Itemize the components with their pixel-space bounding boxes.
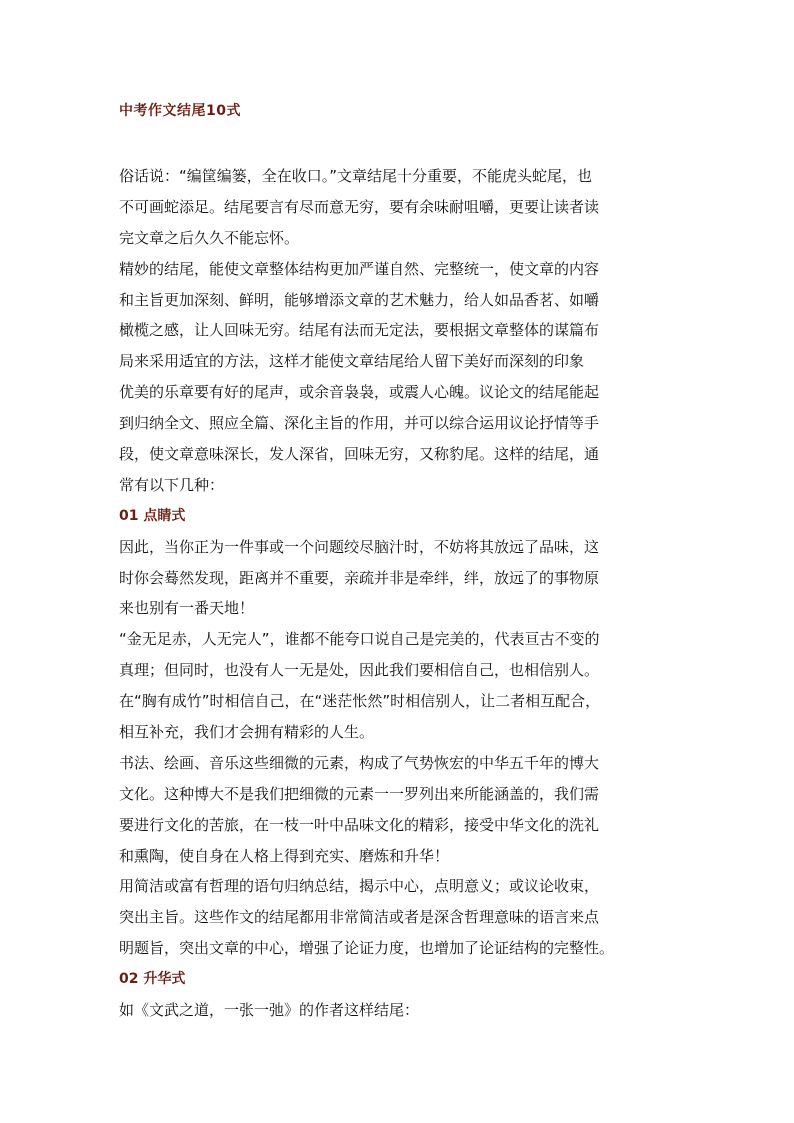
text-line: 因此，当你正为一件事或一个问题绞尽脑汁时，不妨将其放远了品味，这 bbox=[119, 537, 600, 556]
text-line: 真理；但同时，也没有人一无是处，因此我们要相信自己，也相信别人。 bbox=[119, 661, 600, 680]
section-heading: 01 点睛式 bbox=[119, 507, 186, 524]
text-line: 不可画蛇添足。结尾要言有尽而意无穷，要有余味耐咀嚼，更要让读者读 bbox=[119, 197, 600, 216]
text-line: 在“胸有成竹”时相信自己，在“迷茫怅然”时相信别人，让二者相互配合， bbox=[119, 692, 601, 711]
text-line: 精妙的结尾，能使文章整体结构更加严谨自然、完整统一，使文章的内容 bbox=[119, 259, 600, 278]
text-line: 用简洁或富有哲理的语句归纳总结，揭示中心，点明意义；或议论收束， bbox=[119, 877, 600, 896]
section-heading: 02 升华式 bbox=[119, 971, 186, 988]
text-line: “金无足赤，人无完人”，谁都不能夸口说自己是完美的，代表亘古不变的 bbox=[119, 630, 600, 649]
text-line: 和主旨更加深刻、鲜明，能够增添文章的艺术魅力，给人如品香茗、如嚼 bbox=[119, 290, 600, 309]
text-line: 时你会蓦然发现，距离并不重要，亲疏并非是牵绊，绊，放远了的事物原 bbox=[119, 568, 600, 587]
text-line: 来也别有一番天地！ bbox=[119, 599, 255, 618]
text-line: 书法、绘画、音乐这些细微的元素，构成了气势恢宏的中华五千年的博大 bbox=[119, 753, 600, 772]
text-line: 突出主旨。这些作文的结尾都用非常简洁或者是深含哲理意味的语言来点 bbox=[119, 908, 600, 927]
text-line: 常有以下几种： bbox=[119, 475, 225, 494]
text-line: 到归纳全文、照应全篇、深化主旨的作用，并可以综合运用议论抒情等手 bbox=[119, 414, 600, 433]
text-line: 和熏陶，使自身在人格上得到充实、磨炼和升华！ bbox=[119, 846, 450, 865]
document-body bbox=[119, 161, 694, 1026]
text-line: 要进行文化的苦旅，在一枝一叶中品味文化的精彩，接受中华文化的洗礼 bbox=[119, 815, 600, 834]
document-title: 中考作文结尾10式 bbox=[119, 103, 241, 119]
text-line: 如《文武之道，一张一弛》的作者这样结尾： bbox=[119, 1001, 420, 1020]
text-line: 段，使文章意味深长，发人深省，回味无穷，又称豹尾。这样的结尾，通 bbox=[119, 445, 600, 464]
text-line: 文化。这种博大不是我们把细微的元素一一罗列出来所能涵盖的，我们需 bbox=[119, 784, 600, 803]
text-line: 局来采用适宜的方法，这样才能使文章结尾给人留下美好而深刻的印象 bbox=[119, 352, 585, 371]
text-line: 相互补充，我们才会拥有精彩的人生。 bbox=[119, 723, 375, 742]
text-line: 优美的乐章要有好的尾声，或余音袅袅，或震人心魄。议论文的结尾能起 bbox=[119, 383, 600, 402]
text-line: 明题旨，突出文章的中心，增强了论证力度，也增加了论证结构的完整性。 bbox=[119, 939, 615, 958]
text-line: 橄榄之感，让人回味无穷。结尾有法而无定法，要根据文章整体的谋篇布 bbox=[119, 321, 600, 340]
text-line: 俗话说：“编筐编篓，全在收口。”文章结尾十分重要，不能虎头蛇尾，也 bbox=[119, 167, 593, 185]
text-line: 完文章之后久久不能忘怀。 bbox=[119, 228, 300, 247]
